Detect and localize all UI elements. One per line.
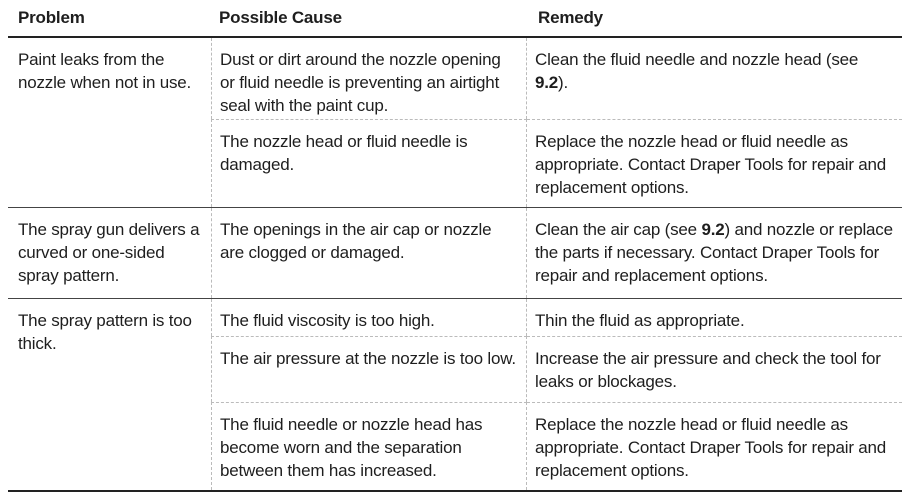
remedy-cell: Replace the nozzle head or fluid needle as appropriate. Contact Draper Tools for repair and replacement options. bbox=[527, 119, 902, 207]
remedy-cell: Increase the air pressure and check the tool for leaks or blockages. bbox=[527, 336, 902, 402]
problem-text: The spray pattern is too thick. bbox=[18, 311, 192, 353]
cause-cell: The nozzle head or fluid needle is damaged. bbox=[211, 119, 527, 207]
table-row bbox=[211, 299, 902, 336]
remedy-cell bbox=[527, 38, 902, 119]
cause-cell: The openings in the air cap or nozzle are clogged or damaged. bbox=[211, 208, 527, 298]
remedy-cell: Thin the fluid as appropriate. bbox=[535, 311, 745, 330]
table-row bbox=[211, 336, 902, 402]
problem-text: The spray gun delivers a curved or one-sided spray pattern. bbox=[18, 220, 200, 285]
remedy-cell: Replace the nozzle head or fluid needle as appropriate. Contact Draper Tools for repair and replacement options. bbox=[527, 402, 902, 490]
cause-cell: Dust or dirt around the nozzle opening or fluid needle is preventing an airtight seal with the paint cup. bbox=[211, 38, 527, 119]
table-row bbox=[211, 208, 902, 298]
problem-group-paint-leaks bbox=[8, 38, 902, 208]
remedy-text: ). bbox=[558, 73, 569, 92]
cause-cell: The air pressure at the nozzle is too low. bbox=[211, 336, 527, 402]
section-reference: 9.2 bbox=[701, 220, 725, 239]
remedy-text: Clean the air cap (see bbox=[535, 220, 702, 239]
section-reference: 9.2 bbox=[535, 73, 559, 92]
cause-cell: The fluid needle or nozzle head has become worn and the separation between them has increased. bbox=[211, 402, 527, 490]
remedy-text: Clean the fluid needle and nozzle head (see bbox=[535, 50, 859, 69]
problem-group-thick-pattern bbox=[8, 299, 902, 492]
table-row bbox=[211, 119, 902, 207]
remedy-text: ) and nozzle or replace the parts if necessary. Contact Draper Tools for repair and replacement options. bbox=[535, 220, 893, 285]
table-header bbox=[8, 0, 902, 38]
header-possible-cause: Possible Cause bbox=[219, 8, 342, 27]
header-remedy: Remedy bbox=[538, 8, 603, 27]
header-problem: Problem bbox=[18, 8, 85, 27]
problem-text: Paint leaks from the nozzle when not in use. bbox=[18, 50, 192, 92]
problem-group-curved-pattern bbox=[8, 208, 902, 299]
table-row bbox=[211, 38, 902, 119]
table-row bbox=[211, 402, 902, 490]
troubleshooting-table bbox=[8, 0, 902, 492]
cause-cell: The fluid viscosity is too high. bbox=[211, 299, 527, 336]
remedy-cell bbox=[527, 208, 902, 298]
